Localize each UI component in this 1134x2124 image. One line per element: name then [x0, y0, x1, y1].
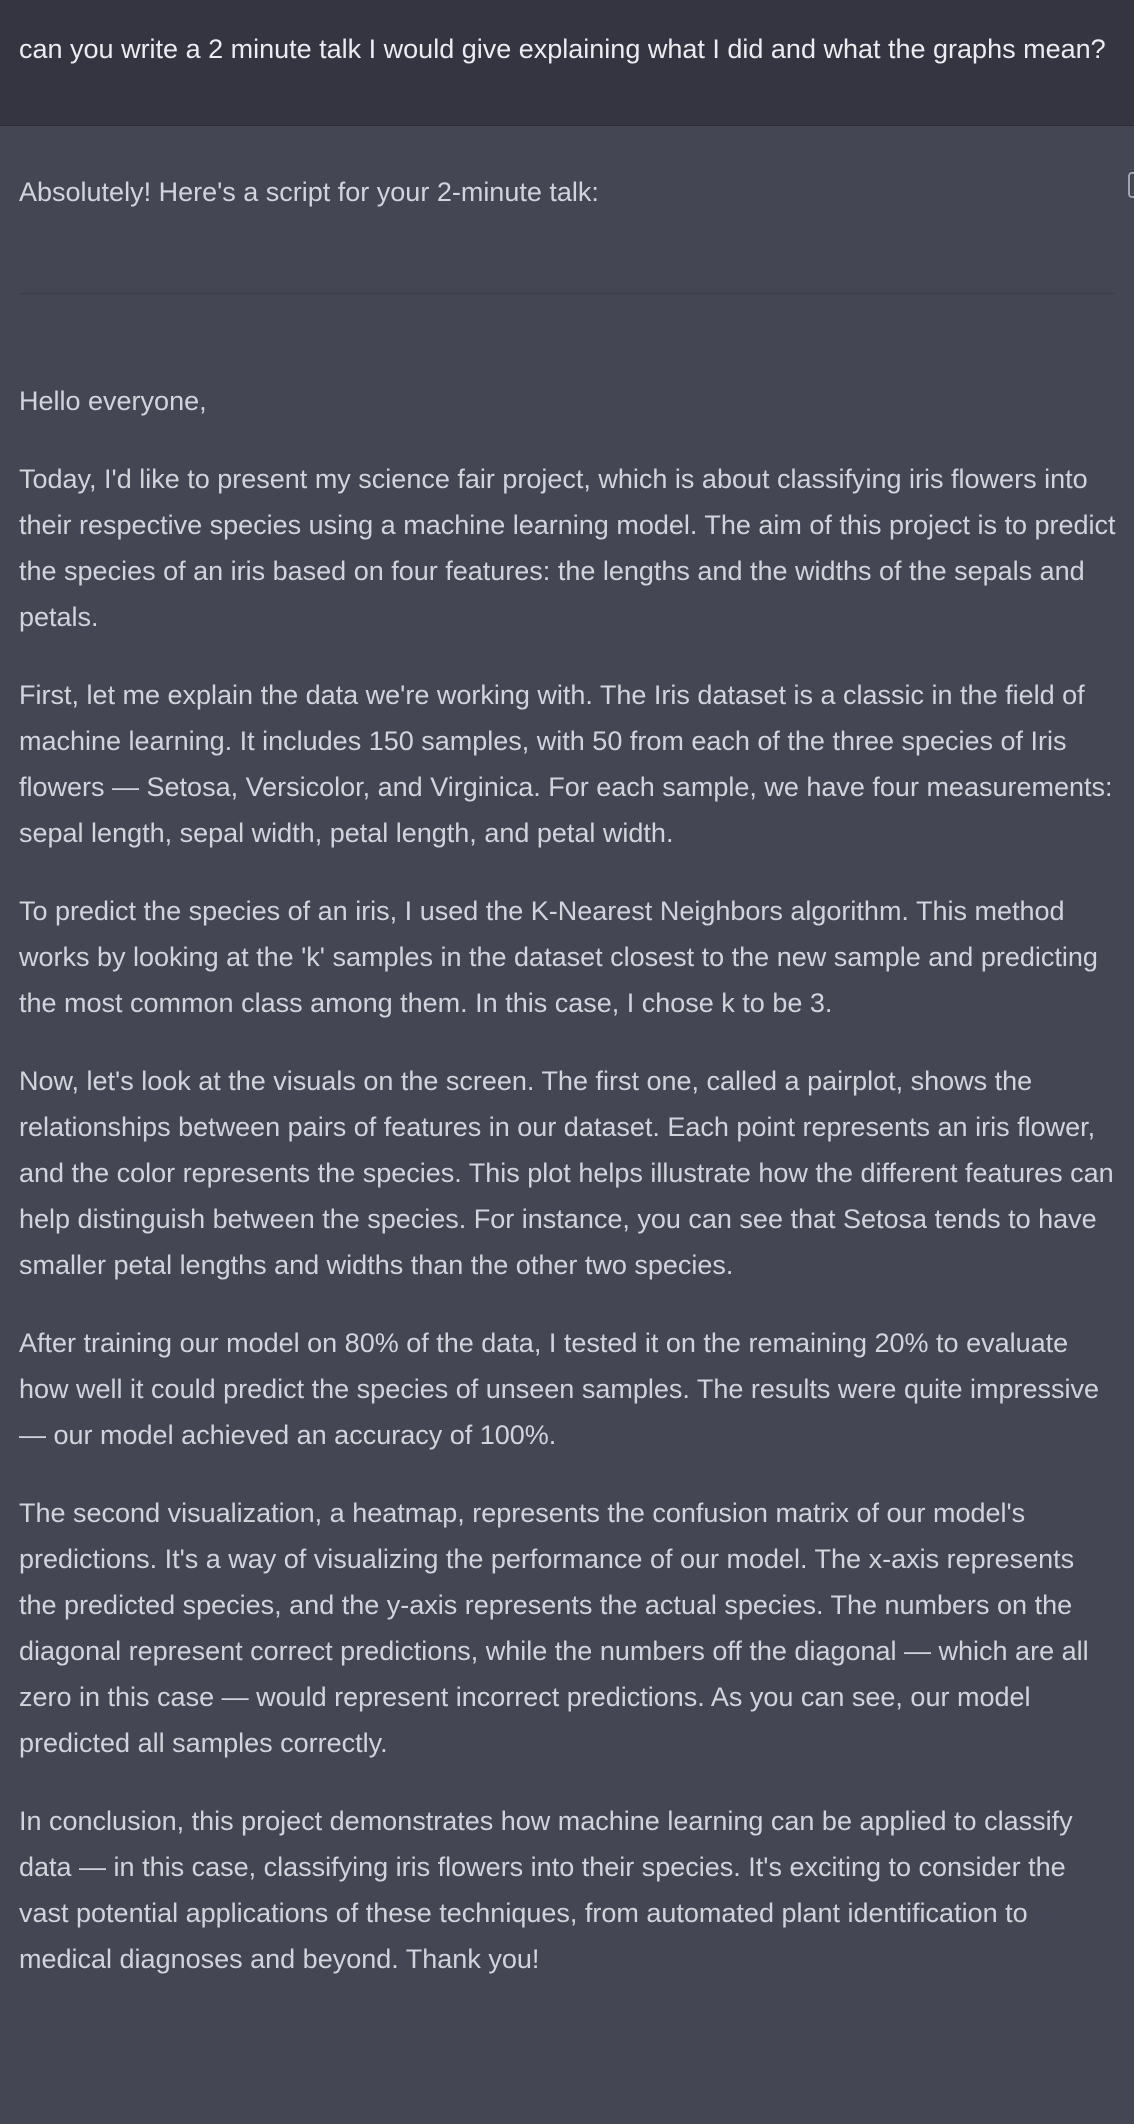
talk-script — [19, 378, 1119, 2014]
script-paragraph-pairplot: Now, let's look at the visuals on the screen. The first one, called a pairplot, shows the relationships between pairs of features in our dataset. Each point represents an iris flower, and the color represents the species. This plot helps illustrate how the different features can help distinguish between the species. For instance, you can see that Setosa tends to have smaller petal lengths and widths than the other two species. — [19, 1066, 1114, 1280]
divider — [19, 293, 1115, 294]
script-paragraph-greeting: Hello everyone, — [19, 386, 207, 416]
user-message-text: can you write a 2 minute talk I would give explaining what I did and what the graphs mean? — [19, 34, 1106, 64]
copy-icon[interactable] — [1128, 172, 1134, 198]
script-paragraph-algorithm: To predict the species of an iris, I used the K-Nearest Neighbors algorithm. This method works by looking at the 'k' samples in the dataset closest to the new sample and predicting the most common class among them. In this case, I chose k to be 3. — [19, 896, 1098, 1018]
assistant-message — [0, 126, 1134, 2124]
script-paragraph-results: After training our model on 80% of the data, I tested it on the remaining 20% to evaluate how well it could predict the species of unseen samples. The results were quite impressive — our model achieved an accuracy of 100%. — [19, 1328, 1100, 1450]
script-paragraph-dataset: First, let me explain the data we're working with. The Iris dataset is a classic in the field of machine learning. It includes 150 samples, with 50 from each of the three species of Iris flowers — Setosa, Versicolor, and Virginica. For each sample, we have four measurements: sepal length, sepal width, petal length, and petal width. — [19, 680, 1113, 848]
script-paragraph-heatmap: The second visualization, a heatmap, represents the confusion matrix of our model's predictions. It's a way of visualizing the performance of our model. The x-axis represents the predicted species, and the y-axis represents the actual species. The numbers on the diagonal represent correct predictions, while the numbers off the diagonal — which are all zero in this case — would represent incorrect predictions. As you can see, our model predicted all samples correctly. — [19, 1498, 1089, 1758]
user-message — [0, 0, 1134, 126]
script-paragraph-conclusion: In conclusion, this project demonstrates how machine learning can be applied to classify data — in this case, classifying iris flowers into their species. It's exciting to consider the vast potential applications of these techniques, from automated plant identification to medical diagnoses and beyond. Thank you! — [19, 1806, 1073, 1974]
assistant-intro-text: Absolutely! Here's a script for your 2-minute talk: — [19, 177, 599, 207]
script-paragraph-project-intro: Today, I'd like to present my science fair project, which is about classifying iris flowers into their respective species using a machine learning model. The aim of this project is to predict the species of an iris based on four features: the lengths and the widths of the sepals and petals. — [19, 464, 1116, 632]
